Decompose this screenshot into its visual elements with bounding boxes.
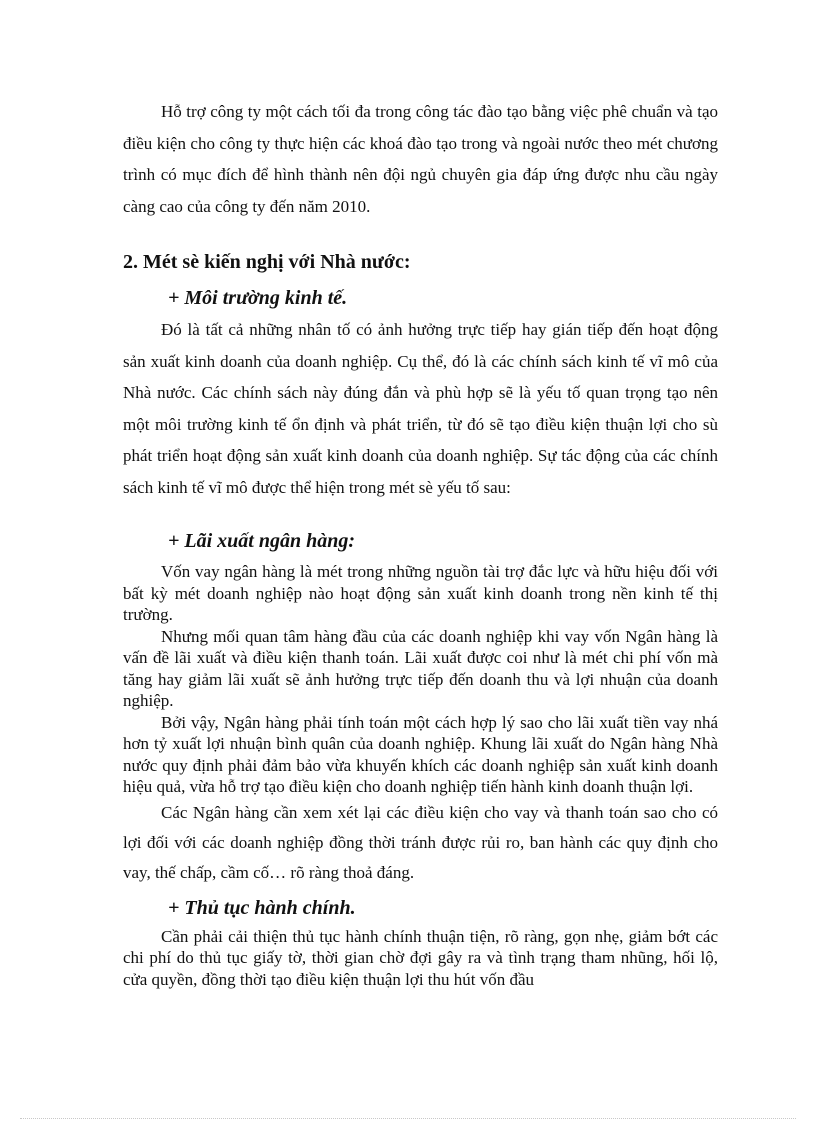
bank-interest-paragraph-2: Nhưng mối quan tâm hàng đầu của các doanh nghiệp khi vay vốn Ngân hàng là vấn đề lãi xuất và điều kiện thanh toán. Lãi xuất được coi như là mét chi phí vốn mà tăng hay giảm lãi xuất sẽ ảnh hưởng trực tiếp đến doanh thu và lợi nhuận của doanh nghiệp.	[123, 626, 718, 710]
bank-interest-paragraph-1: Vốn vay ngân hàng là mét trong những nguồn tài trợ đắc lực và hữu hiệu đối với bất kỳ mét doanh nghiệp nào hoạt động sản xuất kinh doanh trong nền kinh tế thị trường.	[123, 562, 718, 624]
admin-procedures-paragraph: Cần phải cải thiện thủ tục hành chính thuận tiện, rõ ràng, gọn nhẹ, giảm bớt các chi phí do thủ tục giấy tờ, thời gian chờ đợi gây ra và tình trạng tham nhũng, hối lộ, cửa quyền, đồng thời tạo điều kiện thuận lợi thu hút vốn đầu	[123, 926, 718, 989]
bank-interest-paragraph-4: Các Ngân hàng cần xem xét lại các điều kiện cho vay và thanh toán sao cho có lợi đối với các doanh nghiệp đồng thời tránh được rủi ro, ban hành các quy định cho vay, thế chấp, cầm cố… rõ ràng thoả đáng.	[123, 802, 718, 882]
section-heading: 2. Mét sè kiến nghị với Nhà nước:	[123, 251, 411, 273]
document-page	[123, 96, 718, 990]
subheading-bank-interest: + Lãi xuất ngân hàng:	[168, 530, 356, 552]
page-bottom-divider	[20, 1118, 796, 1119]
subheading-economic-environment: + Môi trường kinh tế.	[168, 287, 348, 309]
intro-paragraph: Hỗ trợ công ty một cách tối đa trong công tác đào tạo bằng việc phê chuẩn và tạo điều kiện cho công ty thực hiện các khoá đào tạo trong và ngoài nước theo mét chương trình có mục đích để hình thành nên đội ngủ chuyên gia đáp ứng được nhu cầu ngày càng cao của công ty đến năm 2010.	[123, 102, 718, 216]
economic-environment-paragraph: Đó là tất cả những nhân tố có ảnh hưởng trực tiếp hay gián tiếp đến hoạt động sản xuất kinh doanh của doanh nghiệp. Cụ thể, đó là các chính sách kinh tế vĩ mô của Nhà nước. Các chính sách này đúng đắn và phù hợp sẽ là yếu tố quan trọng tạo nên một môi trường kinh tế ổn định và phát triển, từ đó sẽ tạo điều kiện thuận lợi cho sù phát triển hoạt động sản xuất kinh doanh của doanh nghiệp. Sự tác động của các chính sách kinh tế vĩ mô được thể hiện trong mét sè yếu tố sau:	[123, 320, 718, 497]
subheading-admin-procedures: + Thủ tục hành chính.	[168, 896, 356, 919]
bank-interest-paragraph-3: Bởi vậy, Ngân hàng phải tính toán một cách hợp lý sao cho lãi xuất tiền vay nhá hơn tỷ xuất lợi nhuận bình quân của doanh nghiệp. Khung lãi xuất do Ngân hàng Nhà nước quy định phải đảm bảo vừa khuyến khích các doanh nghiệp sản xuất kinh doanh hiệu quả, vừa hỗ trợ tạo điều kiện cho doanh nghiệp tiến hành kinh doanh thuận lợi.	[123, 712, 718, 796]
